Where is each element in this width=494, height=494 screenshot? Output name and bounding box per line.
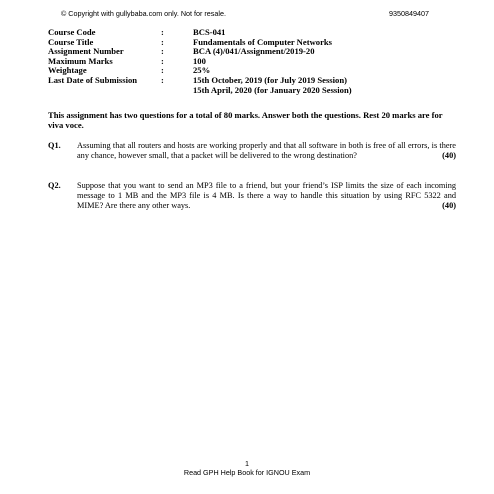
question-1 <box>48 141 456 161</box>
detail-colon: : <box>161 65 164 76</box>
detail-label: Last Date of Submission <box>48 74 138 85</box>
copyright-notice: © Copyright with gullybaba.com only. Not for resale. <box>61 9 226 18</box>
question-marks: (40) <box>442 200 456 210</box>
detail-label: Maximum Marks <box>48 55 113 66</box>
detail-colon: : <box>161 36 164 47</box>
question-2 <box>48 181 456 210</box>
detail-label: Weightage <box>48 65 87 76</box>
detail-label: Course Title <box>48 36 94 47</box>
detail-label: Course Code <box>48 27 96 37</box>
question-text: Suppose that you want to send an MP3 file to a friend, but your friend’s ISP limits the size of each incoming message to 1 MB and the MP3 file is 4 MB. Is there a way to handle this situation by using RFC 5322 and MIME? Are there any other ways. <box>77 181 456 210</box>
footer-promo: Read GPH Help Book for IGNOU Exam <box>183 468 311 477</box>
question-number: Q2. <box>48 181 61 190</box>
detail-colon: : <box>161 46 164 57</box>
assignment-instructions: This assignment has two questions for a total of 80 marks. Answer both the questions. Rest 20 marks are for viva voce. <box>48 110 443 130</box>
page-number: 1 <box>245 459 249 468</box>
question-text-block <box>77 181 456 210</box>
detail-value: 100 <box>193 55 206 66</box>
detail-value: Fundamentals of Computer Networks <box>193 36 333 47</box>
question-marks: (40) <box>442 150 456 160</box>
detail-value: 15th April, 2020 (for January 2020 Session) <box>193 84 352 95</box>
detail-colon: : <box>161 27 164 37</box>
detail-colon: : <box>161 55 164 66</box>
phone-number: 9350849407 <box>389 9 429 18</box>
detail-value: 25% <box>193 65 211 76</box>
detail-value: BCS-041 <box>193 27 226 37</box>
detail-value: BCA (4)/041/Assignment/2019-20 <box>193 46 315 57</box>
question-number: Q1. <box>48 141 61 150</box>
detail-colon: : <box>161 74 164 85</box>
detail-label: Assignment Number <box>48 46 124 57</box>
question-text: Assuming that all routers and hosts are working properly and that all software in both is free of all errors, is there any chance, however small, that a packet will be delivered to the wrong destination? <box>77 141 456 160</box>
question-text-block <box>77 141 456 161</box>
detail-value: 15th October, 2019 (for July 2019 Session) <box>193 74 347 85</box>
